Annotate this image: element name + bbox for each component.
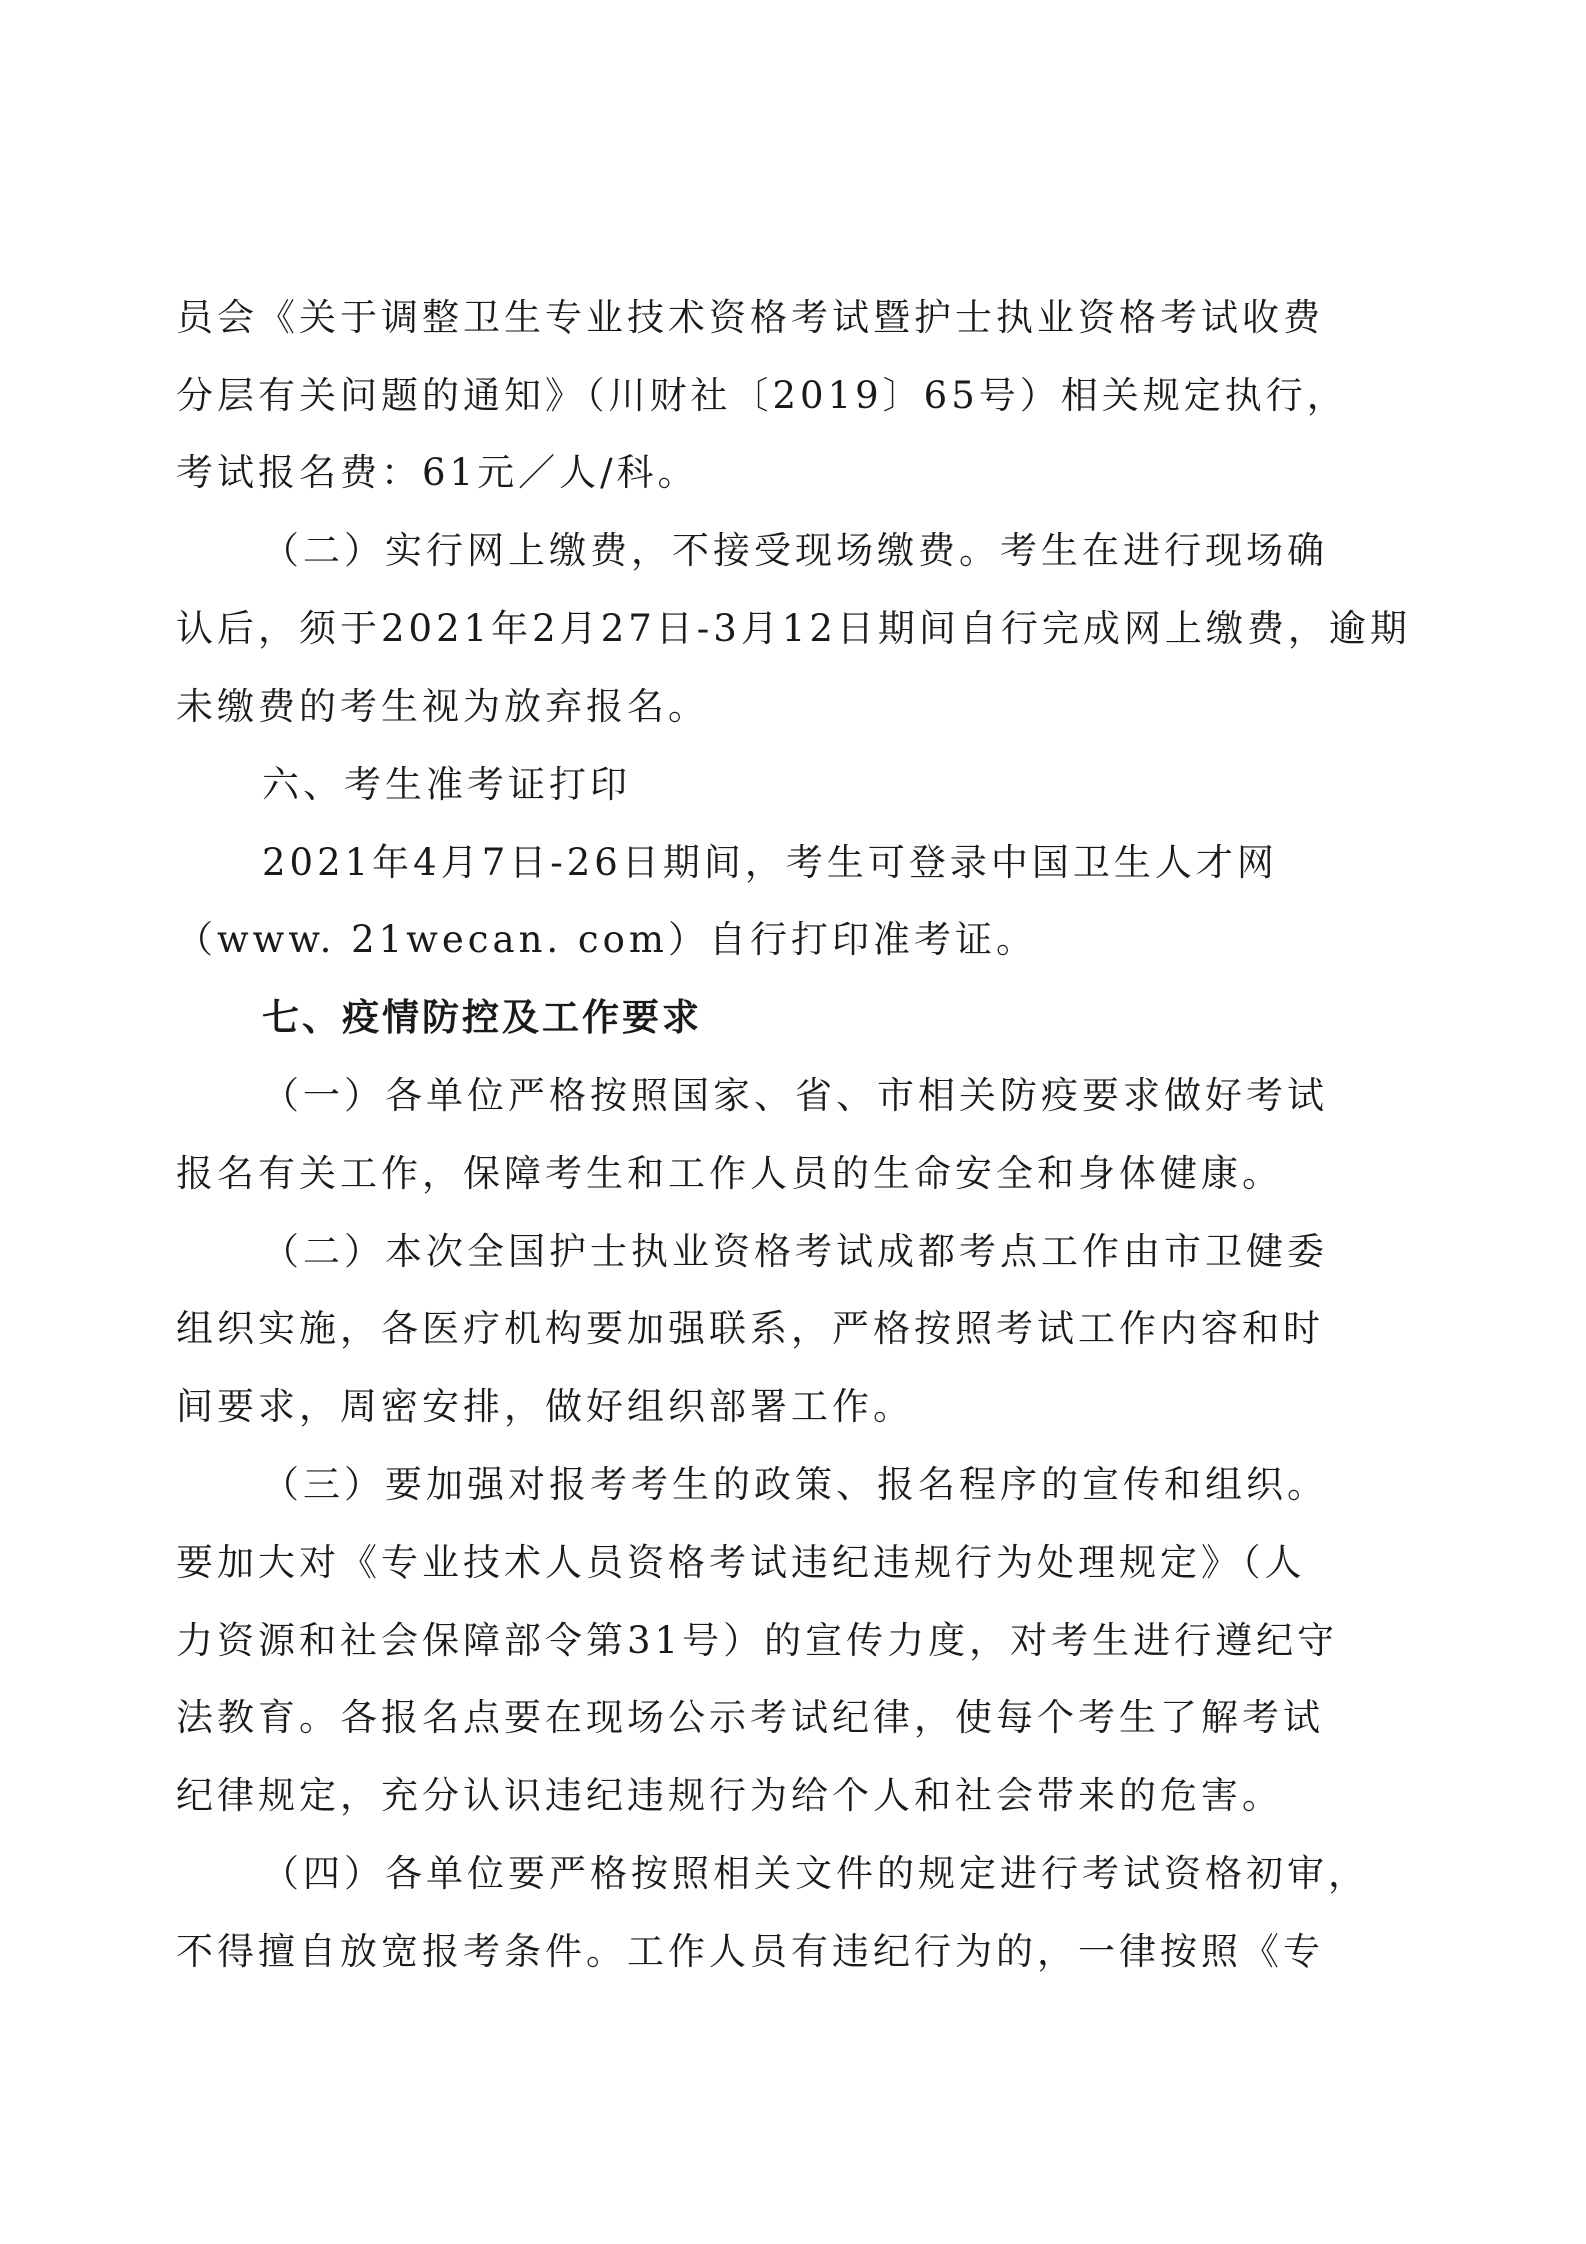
text-line-3: 考试报名费：61元／人/科。 [176,451,699,494]
text-line-20: 纪律规定，充分认识违纪违规行为给个人和社会带来的危害。 [176,1774,1283,1817]
text-line-21: （四）各单位要严格按照相关文件的规定进行考试资格初审， [262,1852,1369,1895]
text-line-11: （一）各单位严格按照国家、省、市相关防疫要求做好考试 [262,1074,1328,1117]
text-line-17: 要加大对《专业技术人员资格考试违纪违规行为处理规定》（人 [176,1541,1306,1584]
text-line-22: 不得擅自放宽报考条件。工作人员有违纪行为的，一律按照《专 [176,1930,1324,1973]
text-line-4: （二）实行网上缴费，不接受现场缴费。考生在进行现场确 [262,529,1328,572]
text-line-16: （三）要加强对报考考生的政策、报名程序的宣传和组织。 [262,1463,1328,1506]
text-line-13: （二）本次全国护士执业资格考试成都考点工作由市卫健委 [262,1230,1328,1273]
text-line-8: 2021年4月7日-26日期间，考生可登录中国卫生人才网 [262,841,1278,884]
section-heading-6: 六、考生准考证打印 [262,763,631,806]
text-line-15: 间要求，周密安排，做好组织部署工作。 [176,1385,914,1428]
text-line-2: 分层有关问题的通知》（川财社〔2019〕65号）相关规定执行， [176,374,1348,417]
text-line-1: 员会《关于调整卫生专业技术资格考试暨护士执业资格考试收费 [176,296,1324,339]
text-line-19: 法教育。各报名点要在现场公示考试纪律，使每个考生了解考试 [176,1696,1324,1739]
section-heading-7: 七、疫情防控及工作要求 [262,996,702,1039]
text-line-9: （www. 21wecan. com）自行打印准考证。 [176,918,1038,961]
text-line-12: 报名有关工作，保障考生和工作人员的生命安全和身体健康。 [176,1152,1283,1195]
text-line-6: 未缴费的考生视为放弃报名。 [176,685,709,728]
text-line-5: 认后，须于2021年2月27日-3月12日期间自行完成网上缴费，逾期 [176,607,1411,650]
text-line-14: 组织实施，各医疗机构要加强联系，严格按照考试工作内容和时 [176,1307,1324,1350]
text-line-18: 力资源和社会保障部令第31号）的宣传力度，对考生进行遵纪守 [176,1619,1339,1662]
